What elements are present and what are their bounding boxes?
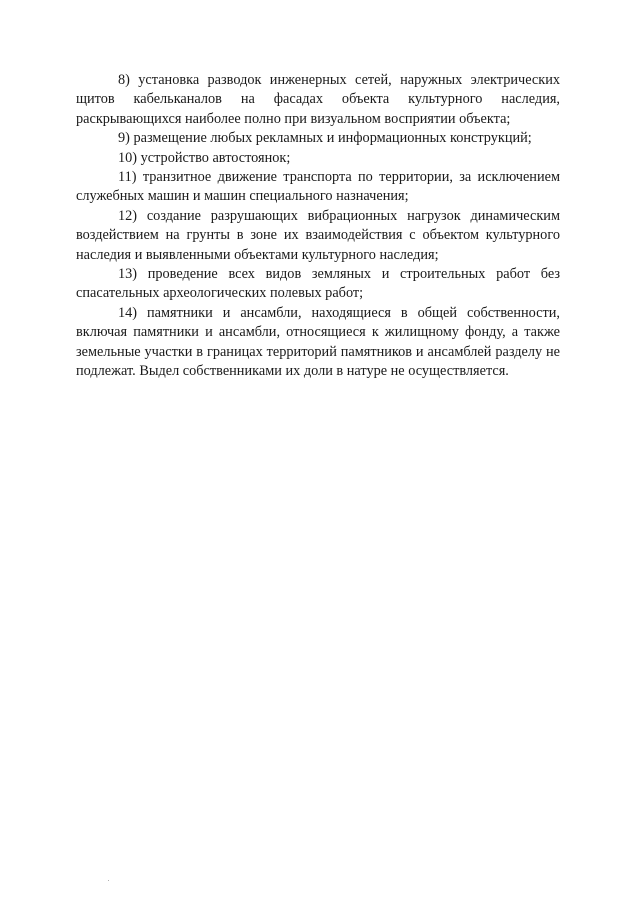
paragraph-item-12: 12) создание разрушающих вибрационных нагрузок динамическим воздействием на грунты в зоне их взаимодействия с объектом культурного наследия и выявленными объектами культурного наследия;	[76, 207, 560, 263]
scan-speck	[108, 880, 109, 881]
paragraph-item-10: 10) устройство автостоянок;	[118, 149, 291, 166]
paragraph-item-9: 9) размещение любых рекламных и информационных конструкций;	[118, 130, 532, 147]
paragraph-item-8: 8) установка разводок инженерных сетей, наружных электрических щитов кабельканалов на фасадах объекта культурного наследия, раскрывающихся наиболее полно при визуальном восприятии объекта;	[76, 72, 560, 127]
paragraph-item-13: 13) проведение всех видов земляных и строительных работ без спасательных археологических полевых работ;	[76, 266, 560, 302]
document-body	[76, 71, 560, 382]
paragraph-item-11: 11) транзитное движение транспорта по территории, за исключением служебных машин и машин специального назначения;	[76, 169, 560, 205]
paragraph-item-14: 14) памятники и ансамбли, находящиеся в общей собственности, включая памятники и ансамбли, относящиеся к жилищному фонду, а также земельные участки в границах территорий памятников и ансамблей разделу не подлежат. Выдел собственниками их доли в натуре не осуществляется.	[76, 304, 560, 380]
